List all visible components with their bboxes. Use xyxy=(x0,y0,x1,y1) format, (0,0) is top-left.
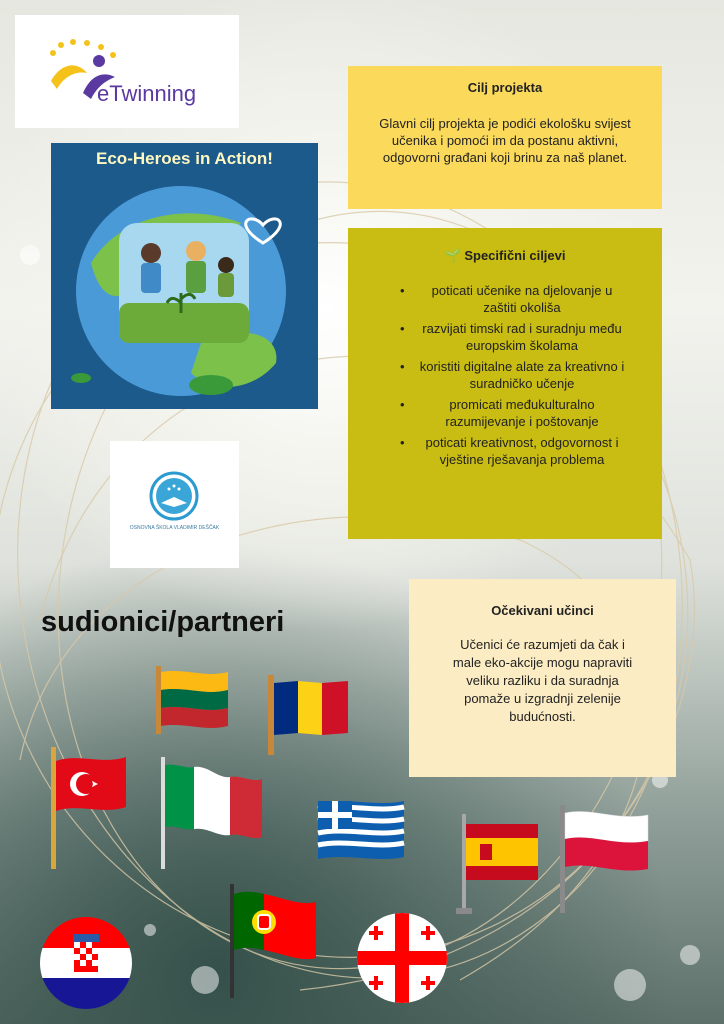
goal-heading: Cilj projekta xyxy=(467,80,543,95)
italy-flag-icon xyxy=(158,755,266,871)
turkey-flag-icon xyxy=(48,745,130,871)
expected-results-card xyxy=(409,579,676,777)
list-item: • poticati kreativnost, odgovornost i vještine rješavanja problema xyxy=(392,434,638,468)
georgia-flag-icon xyxy=(356,912,448,1004)
earth-illustration xyxy=(51,143,318,409)
list-item: • poticati učenike na djelovanje u zaštiti okoliša xyxy=(392,282,638,316)
lithuania-flag-icon xyxy=(150,664,232,736)
greece-flag-icon xyxy=(316,797,406,861)
spain-flag-icon xyxy=(450,812,542,916)
portugal-flag-icon xyxy=(224,880,320,1000)
eco-heroes-poster xyxy=(51,143,318,409)
specific-heading-text: Specifični ciljevi xyxy=(464,248,566,263)
goal-text: Glavni cilj projekta je podići ekološku svijest učenika i pomoći im da postanu aktivni, odgovorni građani koji brinu za naš planet. xyxy=(379,116,631,165)
school-logo-icon xyxy=(149,471,199,521)
goal-card xyxy=(348,66,662,209)
etwinning-logo-box xyxy=(15,15,239,128)
specific-heading xyxy=(372,248,638,264)
romania-flag-icon xyxy=(262,673,352,757)
poland-flag-icon xyxy=(556,803,652,915)
poster-title: Eco-Heroes in Action! xyxy=(96,149,273,168)
results-heading: Očekivani učinci xyxy=(491,603,594,618)
list-item: • koristiti digitalne alate za kreativno i suradničko učenje xyxy=(392,358,638,392)
specific-goals-list xyxy=(392,282,638,468)
croatia-flag-icon xyxy=(39,916,133,1010)
school-logo-box xyxy=(110,441,239,568)
specific-goals-card xyxy=(348,228,662,539)
plant-icon: 🌱 xyxy=(444,248,461,263)
list-item: • promicati međukulturalno razumijevanje i poštovanje xyxy=(392,396,638,430)
school-logo-text: OSNOVNA ŠKOLA VLADIMIR DEŠČAK xyxy=(129,525,220,531)
etwinning-logo-text: eTwinning xyxy=(97,81,197,106)
results-text: Učenici će razumjeti da čak i male eko-akcije mogu napraviti veliku razliku i da suradnja pomaže u izgradnji zelenije budućnosti. xyxy=(452,637,633,724)
list-item: • razvijati timski rad i suradnju među europskim školama xyxy=(392,320,638,354)
partners-heading: sudionici/partneri xyxy=(41,606,285,638)
